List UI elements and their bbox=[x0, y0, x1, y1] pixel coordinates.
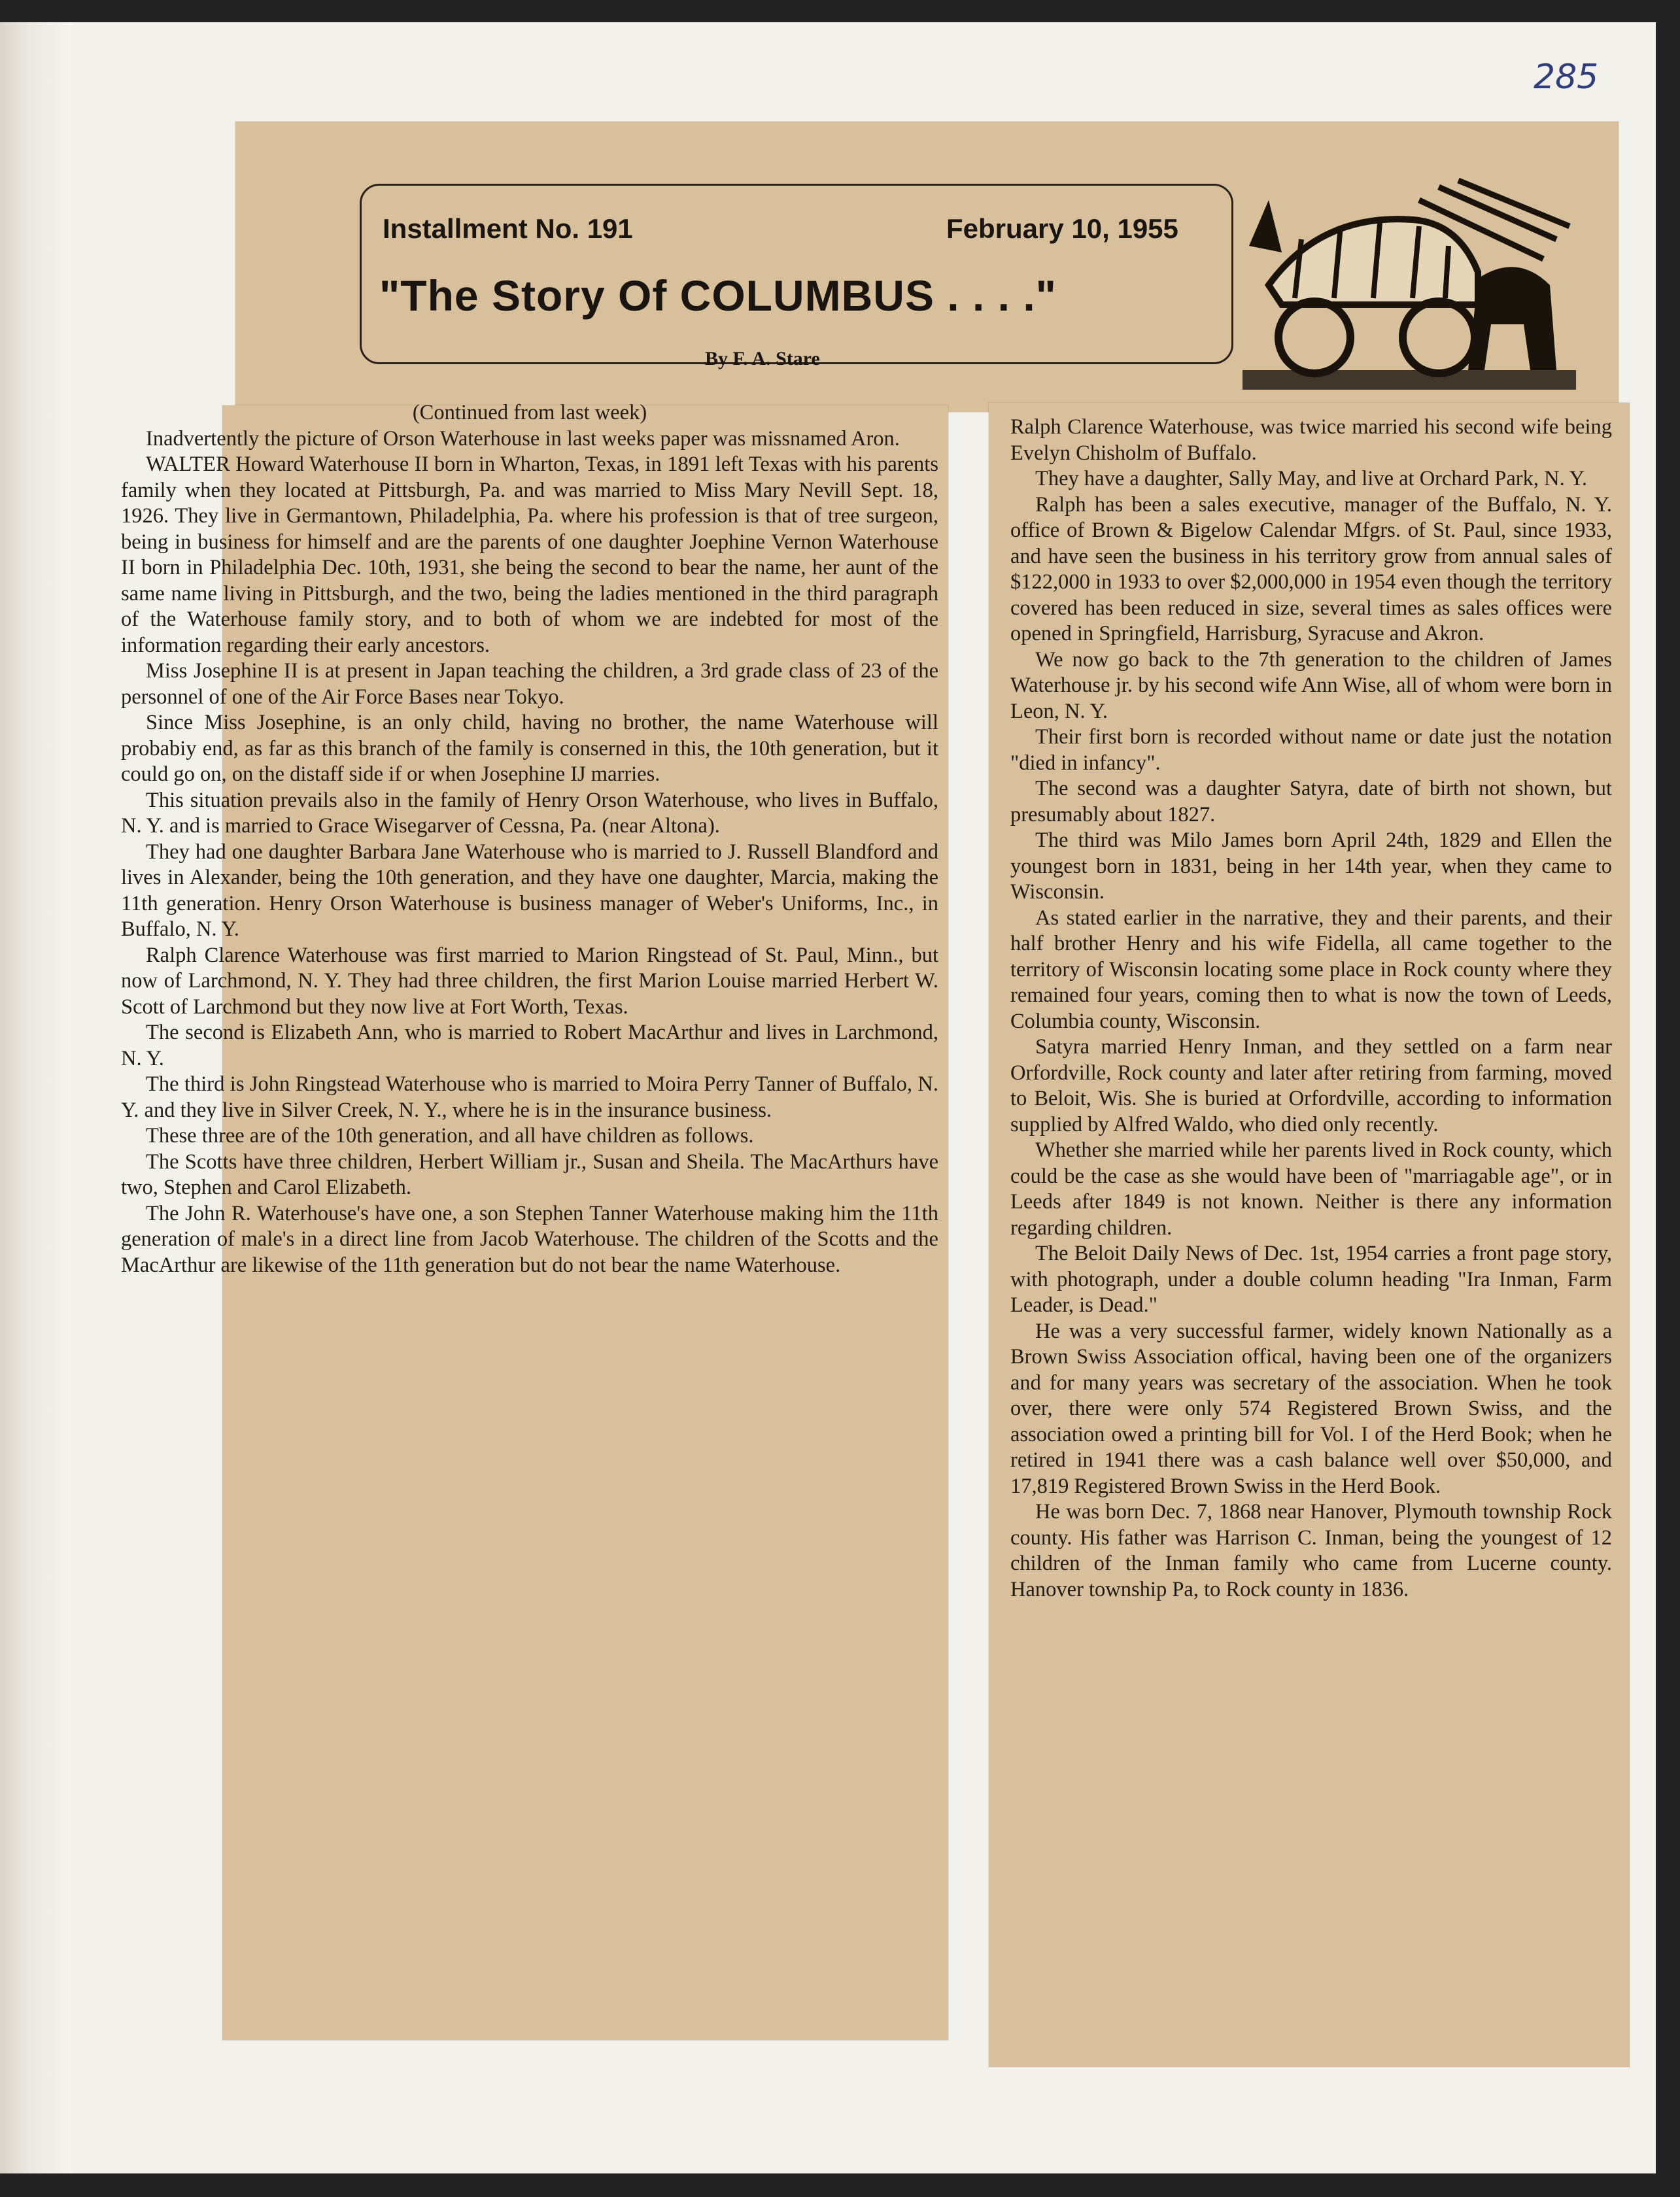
paragraph: Their first born is recorded without name or date just the notation "died in infancy". bbox=[1010, 725, 1612, 775]
paragraph: The Scotts have three children, Herbert William jr., Susan and Sheila. The MacArthurs have two, Stephen and Carol Elizabeth. bbox=[121, 1150, 938, 1199]
paragraph: He was a very successful farmer, widely known Nationally as a Brown Swiss Association offical, having been one of the organizers and for many years was secretary of the association. When he took over, there were only 574 Registered Brown Swiss, and the association owed a printing bill for Vol. I of the Herd Book; when he retired in 1941 there was a cash balance well over $50,000, and 17,819 Registered Brown Swiss in the Herd Book. bbox=[1010, 1319, 1612, 1498]
paragraph: As stated earlier in the narrative, they and their parents, and their half brother Henry and his wife Fidella, all came together to the territory of Wisconsin locating some place in Rock county where they remained four years, coming then to what is now the town of Leeds, Columbia county, Wisconsin. bbox=[1010, 906, 1612, 1033]
paragraph: The Beloit Daily News of Dec. 1st, 1954 carries a front page story, with photograph, under a double column heading "Ira Inman, Farm Leader, is Dead." bbox=[1010, 1242, 1612, 1317]
headline: "The Story Of COLUMBUS . . . ." bbox=[379, 271, 1057, 320]
paragraph: The second was a daughter Satyra, date of birth not shown, but presumably about 1827. bbox=[1010, 777, 1612, 826]
paragraph: Satyra married Henry Inman, and they settled on a farm near Orfordville, Rock county and later after retiring from farming, moved to Beloit, Wis. She is buried at Orfordville, according to information supplied by Alfred Waldo, who died only recently. bbox=[1010, 1035, 1612, 1136]
installment-date: February 10, 1955 bbox=[946, 213, 1178, 244]
byline: By F. A. Stare bbox=[705, 348, 820, 369]
covered-wagon-illustration bbox=[1243, 174, 1576, 390]
article-right-column bbox=[1010, 415, 1612, 1603]
page-number: 285 bbox=[1534, 58, 1599, 97]
paragraph: Miss Josephine II is at present in Japan teaching the children, a 3rd grade class of 23 of the personnel of one of the Air Force Bases near Tokyo. bbox=[121, 659, 938, 709]
paragraph: This situation prevails also in the family of Henry Orson Waterhouse, who lives in Buffalo, N. Y. and is married to Grace Wisegarver of Cessna, Pa. (near Altona). bbox=[121, 788, 938, 838]
paragraph: They had one daughter Barbara Jane Waterhouse who is married to J. Russell Blandford and lives in Alexander, being the 10th generation, and they have one daughter, Marcia, making the 11th generation. Henry Orson Waterhouse is business manager of Weber's Uniforms, Inc., in Buffalo, N. Y. bbox=[121, 840, 938, 941]
paragraph: The second is Elizabeth Ann, who is married to Robert MacArthur and lives in Larchmond, N. Y. bbox=[121, 1021, 938, 1070]
paragraph: He was born Dec. 7, 1868 near Hanover, Plymouth township Rock county. His father was Harrison C. Inman, being the youngest of 12 children of the Inman family who came from Lucerne county. Hanover township Pa, to Rock county in 1836. bbox=[1010, 1500, 1612, 1601]
paragraph: Inadvertently the picture of Orson Waterhouse in last weeks paper was missnamed Aron. bbox=[146, 426, 900, 451]
paragraph: The third was Milo James born April 24th, 1829 and Ellen the youngest born in 1831, being in her 14th year, when they came to Wisconsin. bbox=[1010, 828, 1612, 904]
clipping-header bbox=[235, 122, 1619, 412]
paragraph: WALTER Howard Waterhouse II born in Wharton, Texas, in 1891 left Texas with his parents family when they located at Pittsburgh, Pa. and was married to Miss Mary Nevill Sept. 18, 1926. They live in Germantown, Philadelphia, Pa. where his profession is that of tree surgeon, being in business for himself and are the parents of one daughter Joephine Vernon Waterhouse II born in Philadelphia Dec. 10th, 1931, she being the second to bear the name, her aunt of the same name living in Pittsburgh, and the two, being the ladies mentioned in the third paragraph of the Waterhouse family story, and to both of whom we are indebted for most of the information regarding their early ancestors. bbox=[121, 452, 938, 657]
paragraph: Ralph has been a sales executive, manager of the Buffalo, N. Y. office of Brown & Bigelow Calendar Mfgrs. of St. Paul, since 1933, and have seen the business in his territory grow from annual sales of $122,000 in 1933 to over $2,000,000 in 1954 even though the territory covered has been reduced in size, several times as sales offices were opened in Springfield, Harrisburg, Syracuse and Akron. bbox=[1010, 492, 1612, 645]
paragraph: Ralph Clarence Waterhouse was first married to Marion Ringstead of St. Paul, Minn., but now of Larchmond, N. Y. They had three children, the first Marion Louise married Herbert W. Scott of Larchmond but they now live at Fort Worth, Texas. bbox=[121, 943, 938, 1019]
paragraph: They have a daughter, Sally May, and live at Orchard Park, N. Y. bbox=[1035, 467, 1588, 490]
paragraph: We now go back to the 7th generation to the children of James Waterhouse jr. by his second wife Ann Wise, all of whom were born in Leon, N. Y. bbox=[1010, 647, 1612, 723]
page-gutter bbox=[0, 22, 72, 2173]
paragraph: Ralph Clarence Waterhouse, was twice married his second wife being Evelyn Chisholm of Buffalo. bbox=[1010, 415, 1612, 465]
paragraph: Whether she married while her parents lived in Rock county, which could be the case as she would have been of "marriagable age", or in Leeds after 1849 is not known. Neither is there any information regarding children. bbox=[1010, 1138, 1612, 1240]
installment-number: Installment No. 191 bbox=[383, 213, 633, 244]
article-left-column bbox=[121, 400, 938, 1278]
paragraph: The John R. Waterhouse's have one, a son Stephen Tanner Waterhouse making him the 11th generation of male's in a direct line from Jacob Waterhouse. The children of the Scotts and the MacArthur are likewise of the 11th generation but do not bear the name Waterhouse. bbox=[121, 1201, 938, 1277]
continued-note: (Continued from last week) bbox=[412, 401, 647, 424]
paragraph: These three are of the 10th generation, and all have children as follows. bbox=[146, 1124, 754, 1148]
paragraph: Since Miss Josephine, is an only child, having no brother, the name Waterhouse will probabiy end, as far as this branch of the family is conserned in this, the 10th generation, but it could go on, on the distaff side if or when Josephine IJ marries. bbox=[121, 711, 938, 786]
paragraph: The third is John Ringstead Waterhouse who is married to Moira Perry Tanner of Buffalo, N. Y. and they live in Silver Creek, N. Y., where he is in the insurance business. bbox=[121, 1072, 938, 1122]
